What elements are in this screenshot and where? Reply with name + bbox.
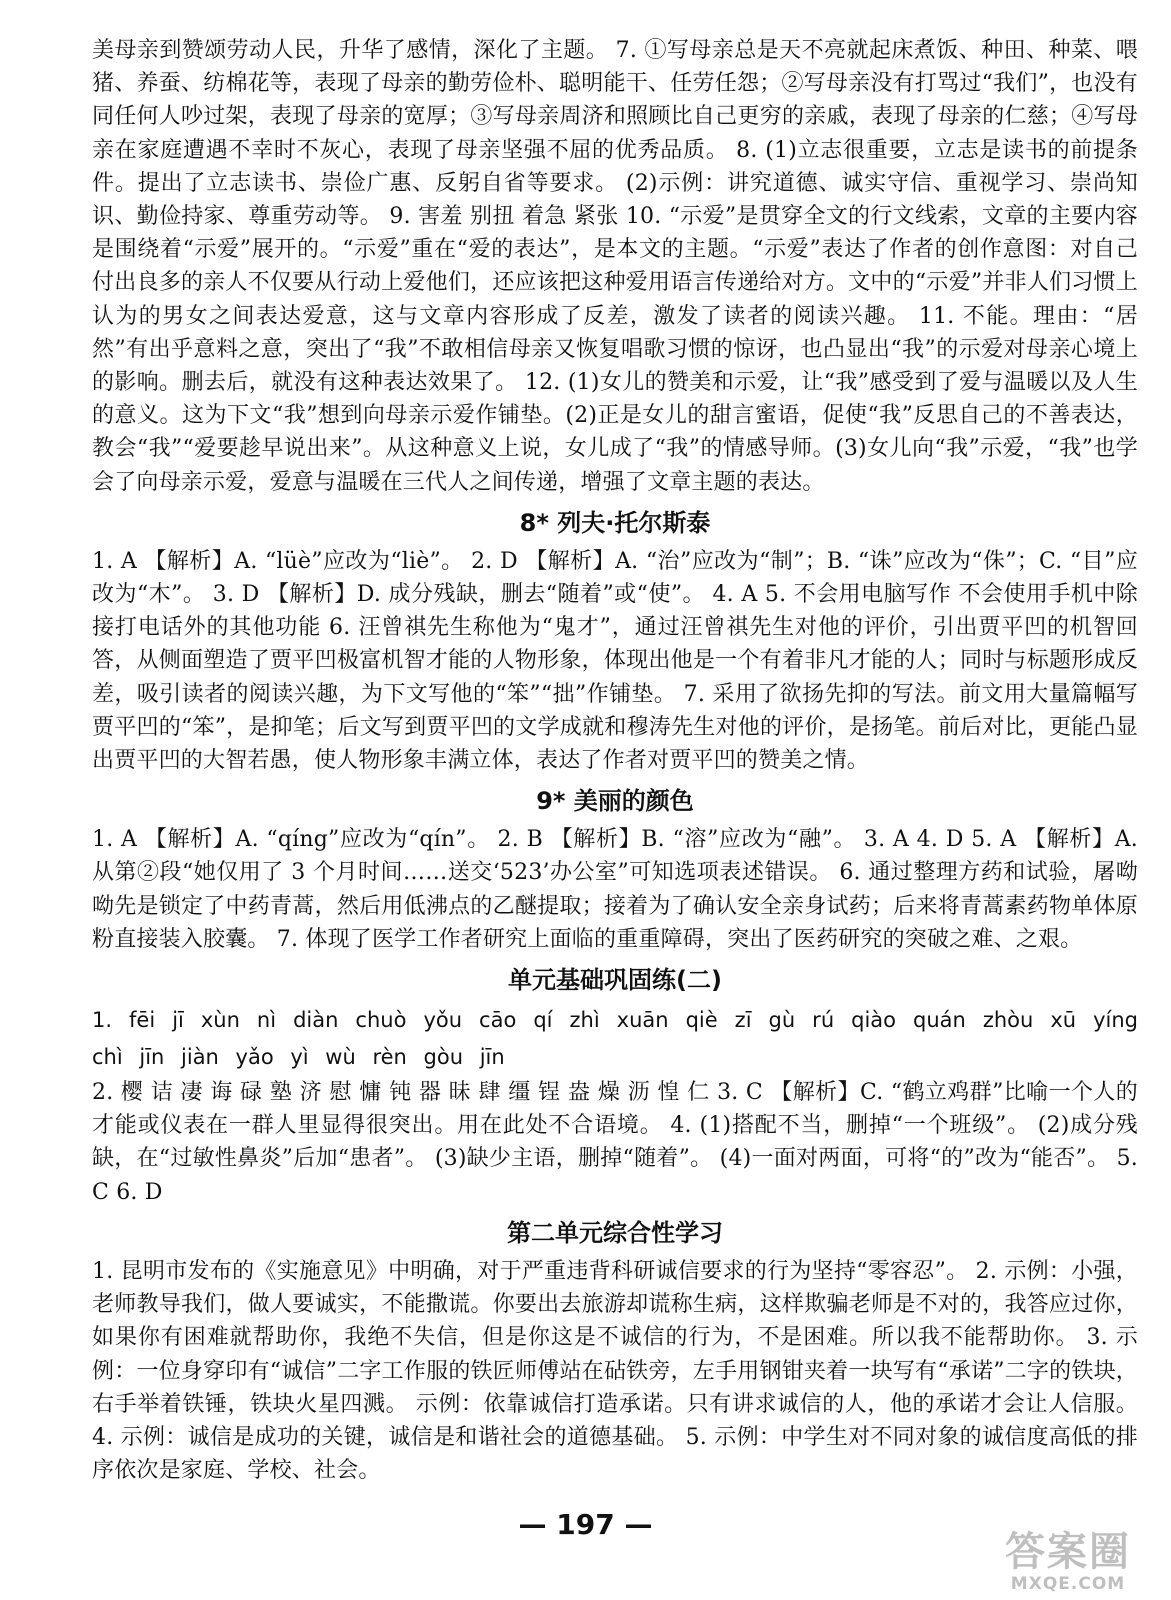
answer-page bbox=[92, 34, 1138, 1487]
section-unit-basics bbox=[92, 960, 1138, 1209]
section-leo-tolstoy bbox=[92, 503, 1138, 777]
pinyin-answers: 1. fēi jī xùn nì diàn chuò yǒu cāo qí zhì xuān qiè zī gù rú qiào quán zhòu xū yíng chì jīn jiàn yǎo yì wù rèn gòu jīn bbox=[92, 1008, 1138, 1070]
paragraph: 1. A 【解析】A. “qíng”应改为“qín”。 2. B 【解析】B. “溶”应改为“融”。 3. A 4. D 5. A 【解析】A. 从第②段“她仅用了 3 个月时间……送交‘523’办公室”可知选项表述错误。 6. 通过整理方药和试验，屠呦呦先是锁定了中药青蒿，然后用低沸点的乙醚提取；接着为了确认安全亲身试药；后来将青蒿素药物单体原粉直接装入胶囊。 7. 体现了医学工作者研究上面临的重重障碍，突出了医药研究的突破之难、之艰。 bbox=[92, 827, 1138, 952]
watermark-logo bbox=[983, 1530, 1153, 1594]
paragraph: 1. 昆明市发布的《实施意见》中明确，对于严重违背科研诚信要求的行为坚持“零容忍”。 2. 示例：小强，老师教导我们，做人要诚实，不能撒谎。你要出去旅游却谎称生病，这样欺骗老师是不对的，我答应过你，如果你有困难就帮助你，我绝不失信，但是你这是不诚信的行为，不是困难。所以我不能帮助你。 3. 示例：一位身穿印有“诚信”二字工作服的铁匠师傅站在砧铁旁，左手用钢钳夹着一块写有“承诺”二字的铁块，右手举着铁锤，铁块火星四溅。 示例：依靠诚信打造承诺。只有讲求诚信的人，他的承诺才会让人信服。 4. 示例：诚信是成功的关键，诚信是和谐社会的道德基础。 5. 示例：中学生对不同对象的诚信度高低的排序依次是家庭、学校、社会。 bbox=[92, 1258, 1138, 1484]
paragraph: 1. A 【解析】A. “lüè”应改为“liè”。 2. D 【解析】A. “治”应改为“制”；B. “诛”应改为“侏”；C. “目”应改为“木”。 3. D 【解析】D. 成分残缺，删去“随着”或“使”。 4. A 5. 不会用电脑写作 不会使用手机中除接打电话外的其他功能 6. 汪曾祺先生称他为“鬼才”，通过汪曾祺先生对他的评价，引出贾平凹的机智回答，从侧面塑造了贾平凹极富机智才能的人物形象，体现出他是一个有着非凡才能的人；同时与标题形成反差，吸引读者的阅读兴趣，为下文写他的“笨”“拙”作铺垫。 7. 采用了欲扬先抑的写法。前文用大量篇幅写贾平凹的“笨”，是抑笔；后文写到贾平凹的文学成就和穆涛先生对他的评价，是扬笔。前后对比，更能凸显出贾平凹的大智若愚，使人物形象丰满立体，表达了作者对贾平凹的赞美之情。 bbox=[92, 548, 1138, 774]
paragraph: 2. 樱 诘 凄 诲 碌 塾 济 慰 慵 钝 器 昧 肆 缰 锃 盎 燥 沥 惶 仁 3. C 【解析】C. “鹤立鸡群”比喻一个人的才能或仪表在一群人里显得很突出。用在此处不合语境。 4. (1)搭配不当，删掉“一个班级”。 (2)成分残缺，在“过敏性鼻炎”后加“患者”。 (3)缺少主语，删掉“随着”。 (4)一面对两面，可将“的”改为“能否”。 5. C 6. D bbox=[92, 1080, 1138, 1205]
section-comprehensive-study bbox=[92, 1213, 1138, 1487]
watermark-url: MXQE.COM bbox=[1010, 1574, 1126, 1594]
section-heading: 8* 列夫·托尔斯泰 bbox=[519, 508, 711, 537]
paragraph: 美母亲到赞颂劳动人民，升华了感情，深化了主题。 7. ①写母亲总是天不亮就起床煮饭、种田、种菜、喂猪、养蚕、纺棉花等，表现了母亲的勤劳俭朴、聪明能干、任劳任怨；②写母亲没有打骂过“我们”，也没有同任何人吵过架，表现了母亲的宽厚；③写母亲周济和照顾比自己更穷的亲戚，表现了母亲的仁慈；④写母亲在家庭遭遇不幸时不灰心，表现了母亲坚强不屈的优秀品质。 8. (1)立志很重要，立志是读书的前提条件。提出了立志读书、崇俭广惠、反躬自省等要求。 (2)示例：讲究道德、诚实守信、重视学习、崇尚知识、勤俭持家、尊重劳动等。 9. 害羞 别扭 着急 紧张 10. “示爱”是贯穿全文的行文线索，文章的主要内容是围绕着“示爱”展开的。“示爱”重在“爱的表达”，是本文的主题。“示爱”表达了作者的创作意图：对自己付出良多的亲人不仅要从行动上爱他们，还应该把这种爱用语言传递给对方。文中的“示爱”并非人们习惯上认为的男女之间表达爱意，这与文章内容形成了反差，激发了读者的阅读兴趣。 11. 不能。理由：“居然”有出乎意料之意，突出了“我”不敢相信母亲又恢复唱歌习惯的惊讶，也凸显出“我”的示爱对母亲心境上的影响。删去后，就没有这种表达效果了。 12. (1)女儿的赞美和示爱，让“我”感受到了爱与温暖以及人生的意义。这为下文“我”想到向母亲示爱作铺垫。(2)正是女儿的甜言蜜语，促使“我”反思自己的不善表达，教会“我”“爱要趁早说出来”。从这种意义上说，女儿成了“我”的情感导师。(3)女儿向“我”示爱，“我”也学会了向母亲示爱，爱意与温暖在三代人之间传递，增强了文章主题的表达。 bbox=[92, 38, 1138, 495]
section-heading: 单元基础巩固练(二) bbox=[508, 966, 722, 995]
page-number: — 197 — bbox=[518, 1508, 653, 1541]
section-beautiful-colors bbox=[92, 781, 1138, 956]
section-continued bbox=[92, 34, 1138, 499]
watermark-mark: 答案圈 bbox=[1005, 1529, 1131, 1575]
section-heading: 第二单元综合性学习 bbox=[507, 1218, 723, 1247]
section-heading: 9* 美丽的颜色 bbox=[536, 787, 694, 816]
